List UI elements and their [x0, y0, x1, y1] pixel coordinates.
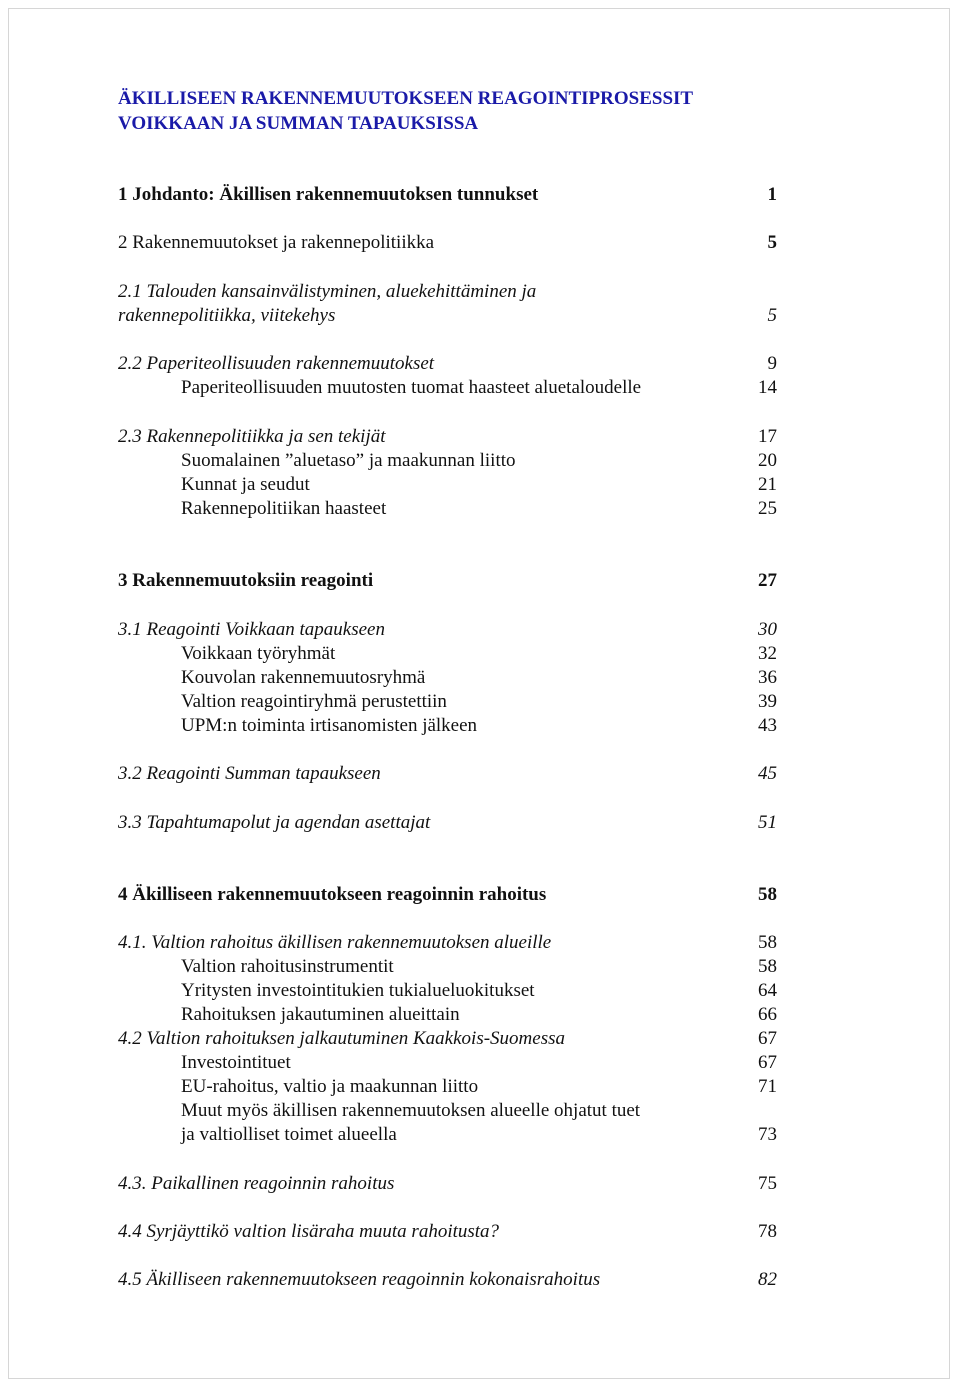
toc-subentry-text: Suomalainen ”aluetaso” ja maakunnan liitto	[181, 450, 516, 471]
toc-subentry-page: 66	[758, 1004, 777, 1025]
toc-entry-2-1-text-b: rakennepolitiikka, viitekehys	[118, 305, 336, 326]
toc-subentry-page: 21	[758, 474, 777, 495]
toc-subentry-page: 71	[758, 1076, 777, 1097]
toc-entry-4-page: 58	[758, 884, 777, 905]
toc-subentry-text: Muut myös äkillisen rakennemuutoksen alueelle ohjatut tuet	[181, 1100, 641, 1121]
toc-entry-2-1-text-a: 2.1 Talouden kansainvälistyminen, aluekehittäminen ja	[118, 281, 537, 302]
toc-subentry-text: UPM:n toiminta irtisanomisten jälkeen	[181, 715, 478, 736]
toc-entry-3-2-text: 3.2 Reagointi Summan tapaukseen	[118, 763, 381, 784]
toc-subentry-page: 43	[758, 715, 777, 736]
toc-subentry-text: Rahoituksen jakautuminen alueittain	[181, 1004, 460, 1025]
toc-subentry-text: Yritysten investointitukien tukialueluokitukset	[181, 980, 535, 1001]
toc-subentry-text: Paperiteollisuuden muutosten tuomat haasteet aluetaloudelle	[181, 377, 642, 398]
toc-entry-2-2-text: 2.2 Paperiteollisuuden rakennemuutokset	[118, 353, 435, 374]
toc-entry-2-2-page: 9	[767, 353, 777, 374]
toc-subentry-text: EU-rahoitus, valtio ja maakunnan liitto	[181, 1076, 479, 1097]
toc-entry-4-5-page: 82	[758, 1269, 777, 1290]
document-title	[118, 86, 693, 136]
title-line-2: VOIKKAAN JA SUMMAN TAPAUKSISSA	[118, 113, 479, 134]
toc-subentry-text: Investointituet	[181, 1052, 291, 1073]
toc-entry-2-3-page: 17	[758, 426, 777, 447]
toc-subentry-text: Kunnat ja seudut	[181, 474, 310, 495]
toc-entry-3-2-page: 45	[758, 763, 777, 784]
toc-subentry-page: 64	[758, 980, 777, 1001]
toc-subentry-text: ja valtiolliset toimet alueella	[181, 1124, 397, 1145]
toc-subentry-page: 58	[758, 956, 777, 977]
toc-subentry-page: 25	[758, 498, 777, 519]
toc-subentry-page: 36	[758, 667, 777, 688]
toc-entry-4-text: 4 Äkilliseen rakennemuutokseen reagoinnin rahoitus	[118, 884, 547, 905]
toc-entry-4-5-text: 4.5 Äkilliseen rakennemuutokseen reagoinnin kokonaisrahoitus	[118, 1269, 601, 1290]
toc-subentry-page: 67	[758, 1052, 777, 1073]
toc-entry-4-1-page: 58	[758, 932, 777, 953]
toc-entry-4-3-text: 4.3. Paikallinen reagoinnin rahoitus	[118, 1173, 395, 1194]
toc-subentry-page: 39	[758, 691, 777, 712]
toc-subentry-text: Kouvolan rakennemuutosryhmä	[181, 667, 426, 688]
toc-entry-3-page: 27	[758, 570, 777, 591]
toc-subentry-page: 32	[758, 643, 777, 664]
toc-entry-1-text: 1 Johdanto: Äkillisen rakennemuutoksen tunnukset	[118, 184, 539, 205]
toc-entry-4-4-page: 78	[758, 1221, 777, 1242]
toc-subentry-page: 20	[758, 450, 777, 471]
toc-entry-3-1-text: 3.1 Reagointi Voikkaan tapaukseen	[118, 619, 385, 640]
toc-subentry-text: Rakennepolitiikan haasteet	[181, 498, 387, 519]
toc-entry-2-3-text: 2.3 Rakennepolitiikka ja sen tekijät	[118, 426, 386, 447]
title-line-1: ÄKILLISEEN RAKENNEMUUTOKSEEN REAGOINTIPROSESSIT	[118, 88, 694, 109]
toc-entry-3-text: 3 Rakennemuutoksiin reagointi	[118, 570, 374, 591]
toc-subentry-text: Valtion rahoitusinstrumentit	[181, 956, 394, 977]
toc-entry-4-3-page: 75	[758, 1173, 777, 1194]
toc-entry-3-1-page: 30	[758, 619, 777, 640]
toc-entry-3-3-page: 51	[758, 812, 777, 833]
toc-entry-2-page: 5	[767, 232, 777, 253]
toc-subentry-page: 73	[758, 1124, 777, 1145]
toc-entry-3-3-text: 3.3 Tapahtumapolut ja agendan asettajat	[118, 812, 431, 833]
toc-entry-4-2-text: 4.2 Valtion rahoituksen jalkautuminen Kaakkois-Suomessa	[118, 1028, 565, 1049]
toc-entry-4-2-page: 67	[758, 1028, 777, 1049]
toc-subentry-page: 14	[758, 377, 777, 398]
toc-entry-4-1-text: 4.1. Valtion rahoitus äkillisen rakennemuutoksen alueille	[118, 932, 552, 953]
toc-entry-1-page: 1	[767, 184, 777, 205]
toc-entry-4-4-text: 4.4 Syrjäyttikö valtion lisäraha muuta rahoitusta?	[118, 1221, 500, 1242]
toc-entry-2-1-page: 5	[767, 305, 777, 326]
toc-subentry-text: Voikkaan työryhmät	[181, 643, 336, 664]
toc-subentry-text: Valtion reagointiryhmä perustettiin	[181, 691, 447, 712]
toc-entry-2-text: 2 Rakennemuutokset ja rakennepolitiikka	[118, 232, 435, 253]
